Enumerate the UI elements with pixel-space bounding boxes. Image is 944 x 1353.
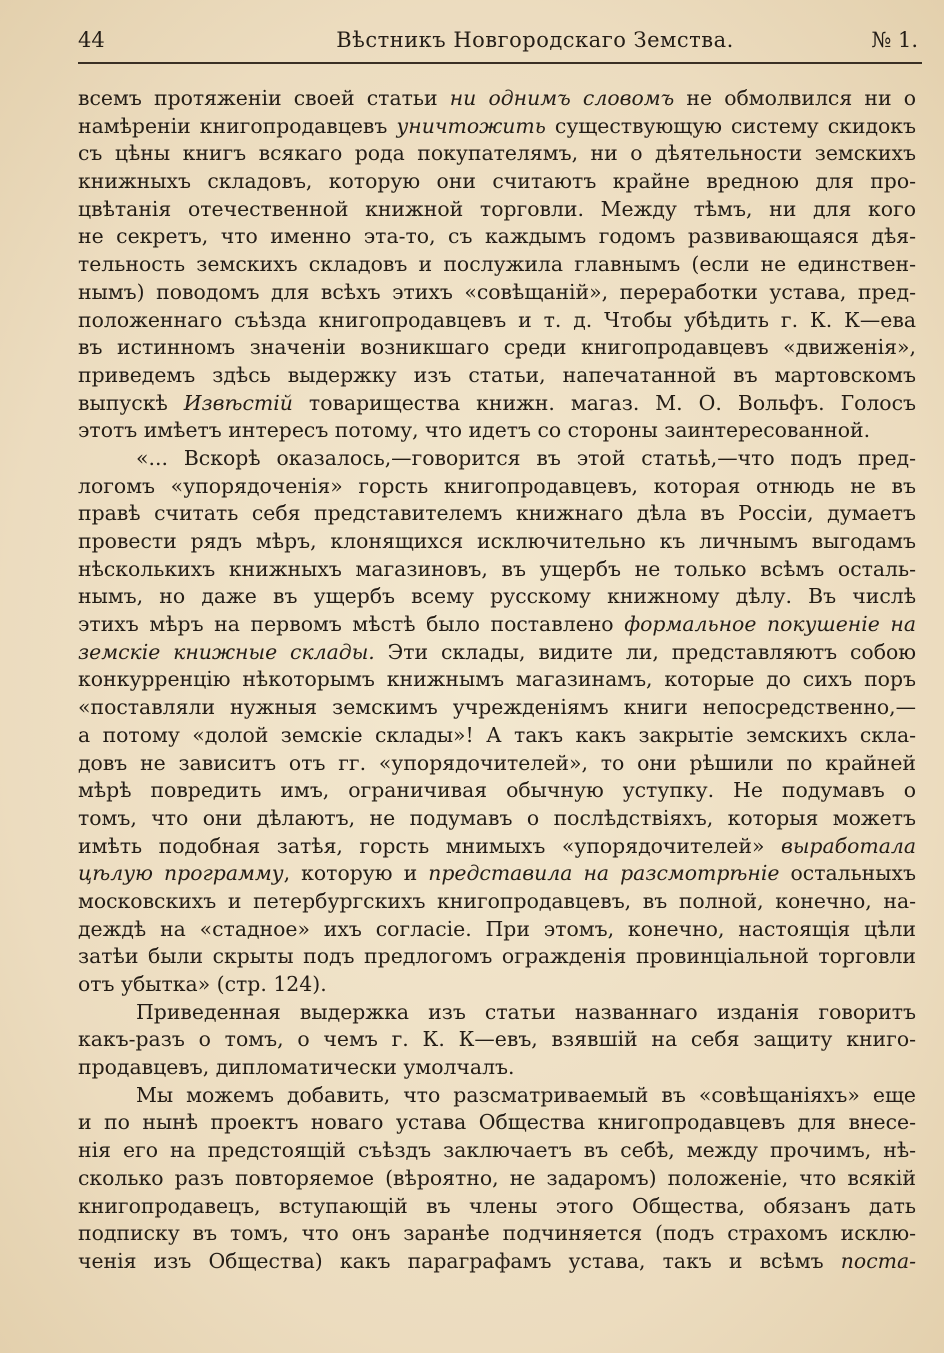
article-text	[78, 85, 916, 1276]
text-span: Эти склады, видите ли, представляютъ собою	[374, 639, 916, 664]
text-span: этихъ мѣръ на первомъ мѣстѣ было поставлено	[78, 612, 625, 637]
text-span: томъ, что они дѣлаютъ, не подумавъ о послѣдствіяхъ, которыя можетъ	[78, 805, 916, 830]
text-line	[78, 1054, 916, 1082]
italic-text: уничтожить	[396, 113, 546, 138]
text-span: , которую и	[283, 861, 429, 886]
text-line	[78, 390, 916, 418]
journal-title: Вѣстникъ Новгородскаго Земства.	[336, 28, 734, 52]
text-line	[78, 168, 916, 196]
text-line	[78, 1193, 916, 1221]
italic-text: представила на разсмотрѣніе	[428, 861, 780, 886]
text-span: деждѣ на «стадное» ихъ согласіе. При этомъ, конечно, настоящія цѣли	[78, 916, 916, 941]
text-span: этотъ имѣетъ интересъ потому, что идетъ со стороны заинтересованной.	[78, 418, 871, 443]
text-span: выпускѣ	[78, 390, 184, 415]
text-line	[78, 445, 916, 473]
text-line	[78, 1248, 916, 1276]
text-span: нымъ, но даже въ ущербъ всему русскому книжному дѣлу. Въ числѣ	[78, 584, 916, 609]
text-span: книжныхъ складовъ, которую они считаютъ крайне вредною для про-	[78, 169, 916, 194]
italic-text: ни однимъ словомъ	[449, 86, 675, 110]
text-line	[78, 1220, 916, 1248]
text-line	[78, 556, 916, 584]
text-span: «поставляли нужныя земскимъ учрежденіямъ книги непосредственно,—	[78, 695, 916, 720]
text-span: и по нынѣ проектъ новаго устава Общества книгопродавцевъ для внесе-	[78, 1110, 916, 1135]
issue-number: № 1.	[871, 28, 918, 52]
text-line	[78, 1109, 916, 1137]
text-span: провести рядъ мѣръ, клонящихся исключительно къ личнымъ выгодамъ	[78, 529, 916, 553]
italic-text: земскіе книжные склады.	[78, 639, 375, 664]
text-span: а потому «долой земскіе склады»! А такъ какъ закрытіе земскихъ скла-	[78, 722, 916, 747]
text-line	[78, 500, 916, 528]
text-span: какъ-разъ о томъ, о чемъ г. К. К—евъ, взявшій на себя защиту книго-	[78, 1027, 916, 1052]
text-line	[78, 999, 916, 1027]
text-span: московскихъ и петербургскихъ книгопродавцевъ, въ полной, конечно, на-	[78, 888, 916, 913]
text-line	[78, 833, 916, 861]
text-line	[78, 777, 916, 805]
text-span: всемъ протяженіи своей статьи	[78, 86, 450, 110]
text-span: нѣсколькихъ книжныхъ магазиновъ, въ ущербъ не только всѣмъ осталь-	[78, 556, 916, 581]
text-span: правѣ считать себя представителемъ книжнаго дѣла въ Россіи, думаетъ	[78, 501, 916, 526]
text-line	[78, 417, 916, 445]
text-span: цвѣтанія отечественной книжной торговли. Между тѣмъ, ни для кого	[78, 196, 916, 221]
text-span: сколько разъ повторяемое (вѣроятно, не задаромъ) положеніе, что всякій	[78, 1165, 916, 1190]
text-span: книгопродавецъ, вступающій въ члены этого Общества, обязанъ дать	[78, 1193, 916, 1218]
text-span: конкурренцію нѣкоторымъ книжнымъ магазинамъ, которые до сихъ поръ	[78, 667, 916, 692]
text-line	[78, 140, 916, 168]
text-line	[78, 334, 916, 362]
text-span: имѣть подобная затѣя, горсть мнимыхъ «упорядочителей»	[78, 833, 781, 858]
page-number: 44	[78, 28, 105, 52]
text-line	[78, 1165, 916, 1193]
text-line	[78, 1082, 916, 1110]
text-line	[78, 473, 916, 501]
text-line	[78, 528, 916, 556]
text-span: продавцевъ, дипломатически умолчалъ.	[78, 1055, 515, 1080]
text-line	[78, 860, 916, 888]
text-line	[78, 971, 916, 999]
text-line	[78, 113, 916, 141]
text-line	[78, 1026, 916, 1054]
text-span: намѣреніи книгопродавцевъ	[78, 113, 397, 138]
text-span: товарищества книжн. магаз. М. О. Вольфъ. Голосъ	[292, 390, 916, 415]
text-span: не обмолвился ни о	[674, 86, 916, 110]
text-span: съ цѣны книгъ всякаго рода покупателямъ, ни о дѣятельности земскихъ	[78, 141, 916, 166]
text-line	[78, 805, 916, 833]
text-span: затѣи были скрыты подъ предлогомъ огражденія провинціальной торговли	[78, 944, 916, 969]
text-span: Мы можемъ добавить, что разсматриваемый въ «совѣщаніяхъ» еще	[136, 1082, 916, 1107]
italic-text: Извѣстій	[183, 390, 293, 415]
text-line	[78, 888, 916, 916]
text-span: логомъ «упорядоченія» горсть книгопродавцевъ, которая отнюдь не въ	[78, 473, 916, 498]
italic-text: цѣлую программу	[78, 861, 284, 886]
text-line	[78, 750, 916, 778]
text-line	[78, 583, 916, 611]
text-line	[78, 196, 916, 224]
text-line	[78, 1137, 916, 1165]
text-span: довъ не зависитъ отъ гг. «упорядочителей», то они рѣшили по крайней	[78, 750, 916, 775]
text-span: мѣрѣ повредить имъ, ограничивая обычную уступку. Не подумавъ о	[78, 778, 916, 803]
text-span: приведемъ здѣсь выдержку изъ статьи, напечатанной въ мартовскомъ	[78, 362, 916, 387]
text-line	[78, 943, 916, 971]
text-span: подписку въ томъ, что онъ заранѣе подчиняется (подъ страхомъ исклю-	[78, 1221, 916, 1246]
text-span: остальныхъ	[779, 861, 916, 886]
italic-text: выработала	[780, 833, 916, 858]
text-line	[78, 722, 916, 750]
text-line	[78, 85, 916, 113]
text-span: въ истинномъ значеніи возникшаго среди книгопродавцевъ «движенія»,	[78, 335, 916, 360]
text-span: не секретъ, что именно эта-то, съ каждымъ годомъ развивающаяся дѣя-	[78, 224, 916, 249]
text-span: положеннаго съѣзда книгопродавцевъ и т. д. Чтобы убѣдить г. К. К—ева	[78, 307, 916, 332]
running-header	[78, 22, 922, 64]
text-line	[78, 694, 916, 722]
text-span: «... Вскорѣ оказалось,—говорится въ этой статьѣ,—что подъ пред-	[136, 445, 916, 470]
text-line	[78, 611, 916, 639]
text-line	[78, 639, 916, 667]
text-span: ченія изъ Общества) какъ параграфамъ устава, такъ и всѣмъ	[78, 1248, 841, 1273]
text-span: отъ убытка» (стр. 124).	[78, 972, 327, 996]
text-span: нія его на предстоящій съѣздъ заключаетъ въ себѣ, между прочимъ, нѣ-	[78, 1138, 916, 1163]
text-span: Приведенная выдержка изъ статьи названнаго изданія говоритъ	[136, 999, 916, 1024]
italic-text: поста-	[840, 1248, 916, 1273]
text-span: тельность земскихъ складовъ и послужила главнымъ (если не единствен-	[78, 252, 916, 277]
text-line	[78, 223, 916, 251]
text-line	[78, 251, 916, 279]
text-line	[78, 307, 916, 335]
text-line	[78, 279, 916, 307]
italic-text: формальное покушеніе на	[624, 612, 916, 637]
text-line	[78, 362, 916, 390]
text-span: существующую систему скидокъ	[545, 113, 916, 138]
text-line	[78, 916, 916, 944]
text-line	[78, 666, 916, 694]
text-span: нымъ) поводомъ для всѣхъ этихъ «совѣщаній», переработки устава, пред-	[78, 279, 916, 304]
